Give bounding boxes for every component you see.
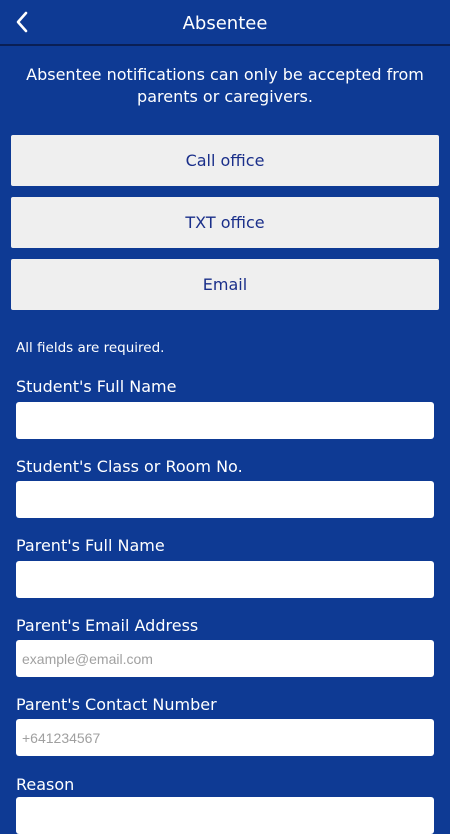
parent-name-input[interactable] <box>16 561 434 598</box>
page-title: Absentee <box>182 13 268 34</box>
notice-text: Absentee notifications can only be accepted from parents or caregivers. <box>26 65 424 106</box>
parent-contact-label: Parent's Contact Number <box>16 695 217 714</box>
navigation-bar <box>0 0 450 46</box>
parent-email-label: Parent's Email Address <box>16 616 199 635</box>
parent-contact-input[interactable] <box>16 719 434 756</box>
student-class-input[interactable] <box>16 481 434 518</box>
required-fields-note: All fields are required. <box>16 340 165 356</box>
txt-office-button[interactable]: TXT office <box>11 197 439 248</box>
student-name-label: Student's Full Name <box>16 377 177 396</box>
parent-name-label: Parent's Full Name <box>16 536 165 555</box>
student-name-input[interactable] <box>16 402 434 439</box>
parent-email-input[interactable] <box>16 640 434 677</box>
student-class-label: Student's Class or Room No. <box>16 457 243 476</box>
call-office-button[interactable]: Call office <box>11 135 439 186</box>
reason-input[interactable] <box>16 797 434 834</box>
email-button[interactable]: Email <box>11 259 439 310</box>
reason-label: Reason <box>16 775 75 794</box>
